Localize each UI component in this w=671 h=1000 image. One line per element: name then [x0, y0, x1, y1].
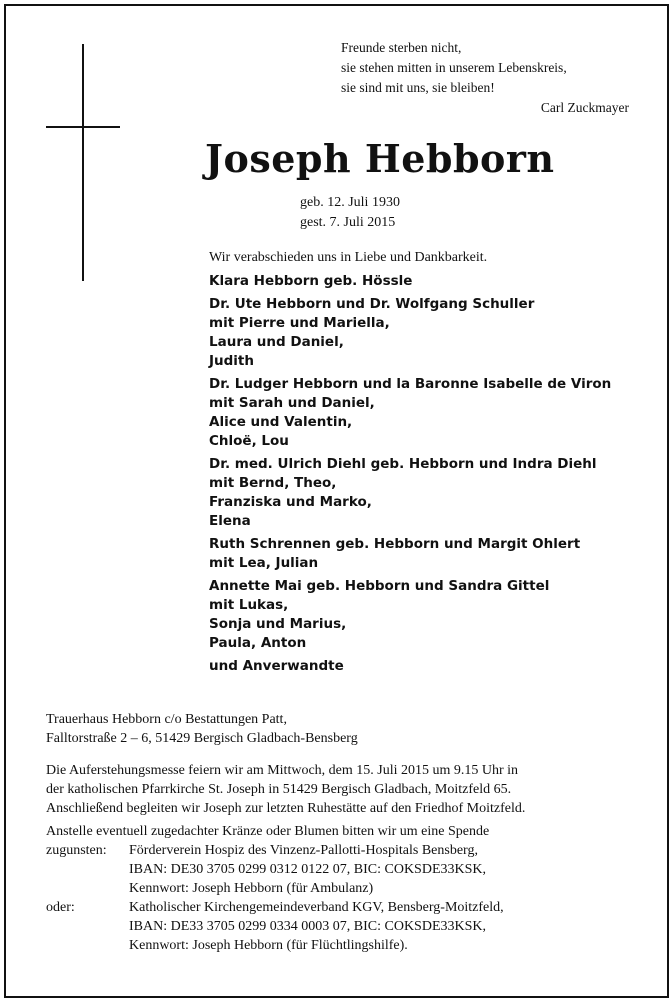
family-group-member: mit Lukas,: [209, 597, 289, 613]
family-group-head: Annette Mai geb. Hebborn und Sandra Gittel: [209, 578, 550, 594]
family-group-member: Sonja und Marius,: [209, 616, 347, 632]
donation-label: zugunsten:: [46, 843, 107, 858]
mourning-house: [46, 710, 646, 748]
donation-line: Kennwort: Joseph Hebborn (für Flüchtlingshilfe).: [129, 938, 408, 953]
donation-info: [46, 822, 646, 955]
farewell-intro: Wir verabschieden uns in Liebe und Dankbarkeit.: [209, 250, 488, 265]
family-group-member: mit Sarah und Daniel,: [209, 395, 375, 411]
family-group-head: Ruth Schrennen geb. Hebborn und Margit Ohlert: [209, 536, 581, 552]
quote-line: sie sind mit uns, sie bleiben!: [341, 80, 495, 95]
family-group: [209, 295, 649, 371]
family-group: [209, 455, 649, 531]
family-group: [209, 375, 649, 451]
family-group-member: Judith: [209, 353, 254, 369]
mass-info: [46, 761, 646, 818]
donation-label: oder:: [46, 900, 75, 915]
donation-line: IBAN: DE30 3705 0299 0312 0122 07, BIC: COKSDE33KSK,: [129, 862, 487, 877]
donation-intro: Anstelle eventuell zugedachter Kränze oder Blumen bitten wir um eine Spende: [46, 824, 490, 839]
donation-details: [129, 898, 646, 955]
family-group-head: Dr. Ludger Hebborn und la Baronne Isabelle de Viron: [209, 376, 612, 392]
cross-vertical-bar: [82, 44, 84, 281]
cross-horizontal-bar: [46, 126, 120, 128]
family-group-head: Dr. med. Ulrich Diehl geb. Hebborn und Indra Diehl: [209, 456, 597, 472]
quote: [341, 38, 629, 118]
family-group-member: mit Bernd, Theo,: [209, 475, 337, 491]
donation-line: Kennwort: Joseph Hebborn (für Ambulanz): [129, 881, 374, 896]
quote-line: sie stehen mitten in unserem Lebenskreis,: [341, 60, 567, 75]
donation-line: IBAN: DE33 3705 0299 0334 0003 07, BIC: COKSDE33KSK,: [129, 919, 487, 934]
quote-author: Carl Zuckmayer: [540, 100, 629, 115]
mourning-line: Trauerhaus Hebborn c/o Bestattungen Patt,: [46, 712, 287, 727]
family-group-head: und Anverwandte: [209, 658, 344, 674]
quote-line: Freunde sterben nicht,: [341, 40, 462, 55]
donation-row: [46, 841, 646, 898]
family-group-member: Franziska und Marko,: [209, 494, 372, 510]
family-group-member: mit Lea, Julian: [209, 555, 319, 571]
family-group: [209, 272, 649, 291]
donation-line: Förderverein Hospiz des Vinzenz-Pallotti-Hospitals Bensberg,: [129, 843, 478, 858]
family-list: [209, 272, 649, 680]
birth-date: geb. 12. Juli 1930: [300, 195, 400, 210]
donation-details: [129, 841, 646, 898]
deceased-name: Joseph Hebborn: [205, 136, 555, 181]
mass-line: der katholischen Pfarrkirche St. Joseph in 51429 Bergisch Gladbach, Moitzfeld 65.: [46, 782, 512, 797]
life-dates: [300, 193, 400, 233]
family-group-head: Dr. Ute Hebborn und Dr. Wolfgang Schuller: [209, 296, 535, 312]
family-group-head: Klara Hebborn geb. Hössle: [209, 273, 413, 289]
family-group: [209, 577, 649, 653]
bottom-section: [46, 710, 646, 955]
family-group-member: Elena: [209, 513, 251, 529]
family-group-member: Chloë, Lou: [209, 433, 289, 449]
donation-line: Katholischer Kirchengemeindeverband KGV, Bensberg-Moitzfeld,: [129, 900, 504, 915]
death-date: gest. 7. Juli 2015: [300, 215, 396, 230]
family-group-member: Alice und Valentin,: [209, 414, 353, 430]
donation-row: [46, 898, 646, 955]
family-group-member: Laura und Daniel,: [209, 334, 344, 350]
mourning-line: Falltorstraße 2 – 6, 51429 Bergisch Gladbach-Bensberg: [46, 731, 358, 746]
mass-line: Anschließend begleiten wir Joseph zur letzten Ruhestätte auf den Friedhof Moitzfeld.: [46, 801, 526, 816]
family-group: [209, 535, 649, 573]
mass-line: Die Auferstehungsmesse feiern wir am Mittwoch, dem 15. Juli 2015 um 9.15 Uhr in: [46, 763, 519, 778]
family-group-member: mit Pierre und Mariella,: [209, 315, 390, 331]
family-group: [209, 657, 649, 676]
family-group-member: Paula, Anton: [209, 635, 307, 651]
